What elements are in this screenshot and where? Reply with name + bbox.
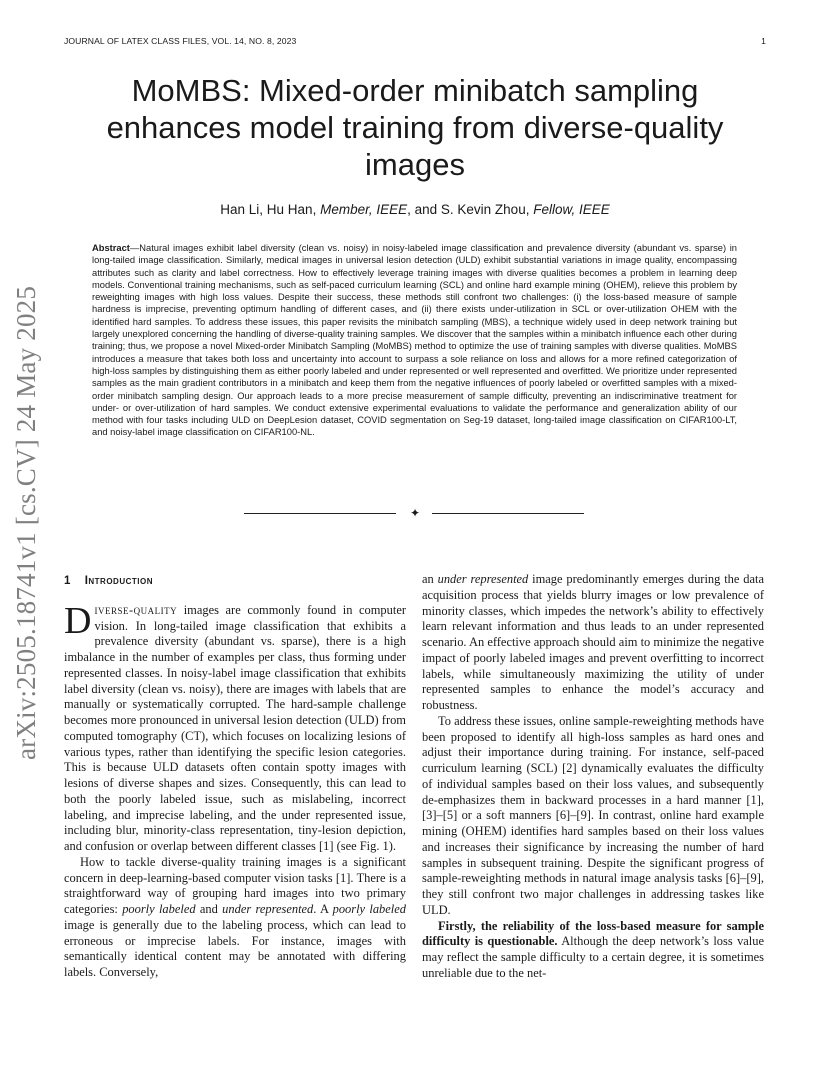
right-paragraph-1 [422, 572, 764, 714]
p2-text-a: How to tackle diverse-quality training images is a significant concern in deep-learning-based computer vision tasks [1]. There is a straightforward way of grouping hard images into two primary categories: [64, 854, 406, 916]
page-number: 1 [761, 36, 766, 46]
author-names-1: Han Li, Hu Han, [220, 202, 321, 217]
author-names-2: , and S. Kevin Zhou, [407, 202, 534, 217]
running-header [64, 36, 766, 50]
rp3-bold: Firstly, the reliability of the loss-based measure for sample difficulty is questionable. [422, 918, 764, 949]
right-paragraph-3 [422, 919, 764, 982]
arxiv-stamp: arXiv:2505.18741v1 [cs.CV] 24 May 2025 [11, 285, 41, 760]
rp1-italic: under represented [437, 572, 529, 586]
abstract-text: —Natural images exhibit label diversity (clean vs. noisy) in noisy-labeled image classification and prevalence diversity (abundant vs. sparse) in long-tailed image classification. Similarly, medical images in universal lesion detection (ULD) exhibit substantial variations in image quality, encompassing attributes such as clarity and label correctness. How to effectively leverage training images with diverse qualities becomes a problem in learning deep models. Conventional training mechanisms, such as self-paced curriculum learning (SCL) and online hard example mining (OHEM), relieve this problem by reweighting images with high loss values. Despite their success, these methods still confront two challenges: (i) the loss-based measure of sample hardness is imprecise, preventing optimum handling of different cases, and (ii) there exists under-utilization in SCL or over-utilization OHEM with the identified hard samples. To address these issues, this paper revisits the minibatch sampling (MBS), a technique widely used in deep network training but largely unexplored concerning the handling of diverse-quality training samples. We discover that the samples within a minibatch influence each other during training; thus, we propose a novel Mixed-order Minibatch Sampling (MoMBS) method to optimize the use of training samples with diverse qualities. MoMBS introduces a measure that takes both loss and uncertainty into account to surpass a sole reliance on loss and allows for a more refined categorization of high-loss samples by distinguishing them as either poorly labeled and under represented or well represented and overfitted. We prioritize under represented samples as the main gradient contributors in a minibatch and keep them from the negative influences of poorly labeled or overfitted samples with a mixed-order minibatch sampling design. Our approach leads to a more precise measurement of sample difficulty, preventing an indiscriminative treatment for under- or over-utilization of hard samples. We conduct extensive experimental evaluations to validate the performance and generalization ability of our method with four tasks including ULD on DeepLesion dataset, COVID segmentation on Seg-19 dataset, long-tailed image classification on CIFAR100-LT, and noisy-label image classification on CIFAR100-NL. [92, 243, 737, 438]
rp3-text: Although the deep network’s loss value may reflect the sample difficulty to a certain degree, it is sometimes unreliable due to the net- [422, 934, 764, 980]
left-column [64, 568, 406, 981]
author-role-2: Fellow, IEEE [533, 202, 610, 217]
rp1-text-a: an [422, 572, 438, 586]
p2-text-b: and [195, 902, 223, 916]
journal-header: JOURNAL OF LATEX CLASS FILES, VOL. 14, NO. 8, 2023 [64, 36, 297, 46]
abstract-label: Abstract [92, 243, 130, 253]
author-role-1: Member, IEEE [320, 202, 408, 217]
author-line [64, 202, 766, 218]
intro-paragraph-1-text: images are commonly found in computer vision. In long-tailed image classification that exhibits a prevalence diversity (abundant vs. sparse), there is a high imbalance in the number of examples per class, thus forming under represented classes. In noisy-label image classification that exhibits label diversity (clean vs. noisy), there are images with labels that are manually or systematically corrupted. The hard-sample challenge becomes more pronounced in universal lesion detection (ULD) from computed tomography (CT), which focuses on localizing lesions of various types, rather than identifying the specific lesion categories. This is because ULD datasets often contain spotty images with lesions of diverse shapes and sizes. Consequently, this can lead to both the poorly labeled issue, such as mislabeling, incorrect labeling, and imprecise labeling, and the under represented issue, including blur, minority-class representation, tiny-lesion depiction, and confusion or overlap between different classes [1] (see Fig. 1). [64, 602, 406, 853]
p2-italic-2: under represented [222, 902, 314, 916]
p2-text-c: . A [313, 902, 333, 916]
p2-text-d: image is generally due to the labeling process, which can lead to erroneous or imprecise labels. For instance, images with semantically identical content may be annotated with differing labels. Conversely, [64, 917, 406, 979]
right-paragraph-2: To address these issues, online sample-reweighting methods have been proposed to identify all high-loss samples as hard ones and adjust their importance during training. For instance, self-paced curriculum learning (SCL) [2] dynamically evaluates the difficulty of individual samples based on their loss values, and subsequently de-emphasizes them in backward processes in a hard manner [1], [3]–[5] or a soft manners [6]–[9]. In contrast, online hard example mining (OHEM) identifies hard samples based on their loss values and increases their significance by increasing the number of hard samples in subsequent training. Despite the significant progress of sample-reweighting methods in natural image analysis tasks [6]–[9], they still confront two major challenges in addressing taskes like ULD. [422, 713, 764, 917]
section-title: Introduction [84, 575, 154, 587]
rp1-text-b: image predominantly emerges during the data acquisition process that yields blurry images or low prevalence of minority classes, which impedes the network’s ability to effectively learn relevant information and thus leads to an under represented scenario. An effective approach should aim to minimize the negative impact of poorly labeled images and prevent overfitting to incorrect labels, while simultaneously maximizing the utility of under represented samples to enhance the model’s accuracy and robustness. [422, 572, 764, 712]
intro-paragraph-2 [64, 855, 406, 981]
right-column [422, 572, 764, 982]
drop-cap: D [64, 599, 92, 642]
abstract [92, 242, 737, 439]
divider-diamond-icon: ✦ [409, 506, 421, 520]
section-divider [244, 507, 584, 519]
paper-title: MoMBS: Mixed-order minibatch sampling enhances model training from diverse-quality images [106, 73, 724, 182]
section-number: 1 [64, 575, 71, 587]
section-heading [64, 574, 406, 590]
p2-italic-3: poorly labeled [332, 902, 406, 916]
p2-italic-1: poorly labeled [122, 902, 196, 916]
divider-line-right [432, 513, 584, 514]
divider-line-left [244, 513, 396, 514]
lead-words: iverse-quality [94, 602, 178, 617]
intro-paragraph-1 [64, 599, 406, 855]
